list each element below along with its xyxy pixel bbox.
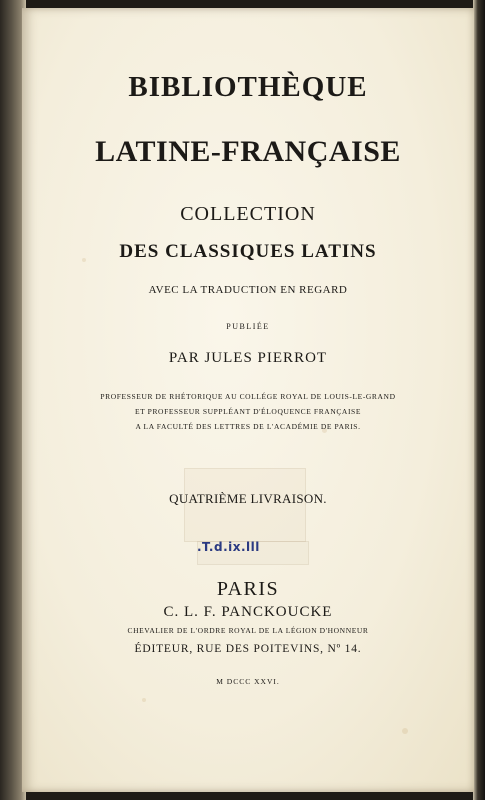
published-label: PUBLIÉE xyxy=(226,322,270,331)
imprint-city: PARIS xyxy=(216,578,280,600)
collection-subheading: DES CLASSIQUES LATINS xyxy=(119,241,377,262)
foxing-spot xyxy=(402,728,408,734)
title-line-1: BIBLIOTHÈQUE xyxy=(128,71,368,103)
imprint-honor: CHEVALIER DE L'ORDRE ROYAL DE LA LÉGION D'HONNEUR xyxy=(127,626,369,635)
editor-credentials xyxy=(22,389,474,434)
imprint-printer: C. L. F. PANCKOUCKE xyxy=(163,604,333,620)
foxing-spot xyxy=(142,698,146,702)
imprint-year: M DCCC XXVI. xyxy=(216,677,280,686)
title-page xyxy=(22,8,474,792)
collection-note: AVEC LA TRADUCTION EN REGARD xyxy=(148,284,348,296)
title-line-2: LATINE-FRANÇAISE xyxy=(95,135,401,168)
library-shelfmark-stamp: .T.d.ix.lll xyxy=(197,540,260,554)
book-binding-edge xyxy=(473,0,485,800)
collection-heading: COLLECTION xyxy=(180,203,316,225)
editor-name: PAR JULES PIERROT xyxy=(168,350,328,366)
credential-line: ET PROFESSEUR SUPPLÉANT D'ÉLOQUENCE FRANÇAISE xyxy=(134,407,362,416)
livraison-label: QUATRIÈME LIVRAISON. xyxy=(169,491,327,506)
imprint-address: ÉDITEUR, RUE DES POITEVINS, Nº 14. xyxy=(134,643,362,655)
credential-line: A LA FACULTÉ DES LETTRES DE L'ACADÉMIE DE PARIS. xyxy=(135,422,361,431)
credential-line: PROFESSEUR DE RHÉTORIQUE AU COLLÉGE ROYAL DE LOUIS-LE-GRAND xyxy=(100,392,396,401)
